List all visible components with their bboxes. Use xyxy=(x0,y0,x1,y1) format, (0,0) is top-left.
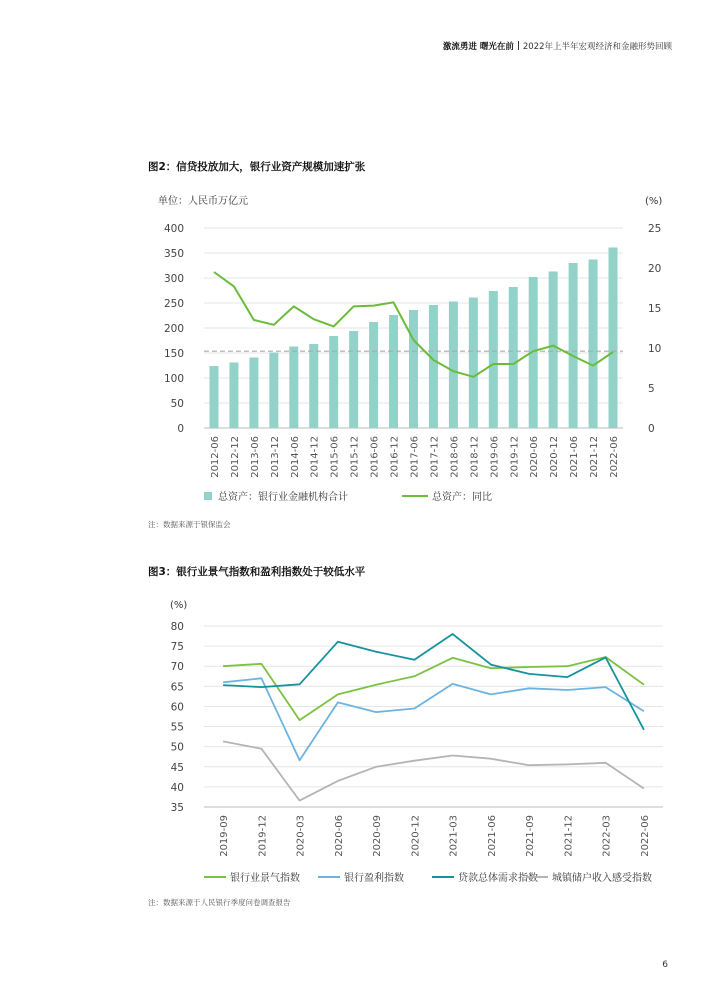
x-tick-label: 2020-06 xyxy=(529,436,541,478)
bar xyxy=(549,272,558,429)
y-tick-label: 150 xyxy=(163,348,184,360)
bar xyxy=(209,366,218,428)
x-tick-label: 2014-06 xyxy=(289,436,301,478)
y2-tick-label: 10 xyxy=(648,343,662,355)
figure2-note: 注：数据来源于银保监会 xyxy=(148,520,231,529)
x-tick-label: 2020-09 xyxy=(372,815,384,857)
bar xyxy=(569,263,578,428)
y-tick-label: 65 xyxy=(170,681,184,694)
legend-label-1: 银行盈利指数 xyxy=(344,873,404,884)
y-tick-label: 300 xyxy=(163,273,184,285)
x-tick-label: 2013-12 xyxy=(269,436,281,478)
y-tick-label: 400 xyxy=(163,223,184,235)
x-tick-label: 2019-12 xyxy=(257,815,269,857)
right-axis-label: (%) xyxy=(645,196,663,207)
x-tick-label: 2014-12 xyxy=(309,436,321,478)
bar xyxy=(309,344,318,428)
y2-tick-label: 20 xyxy=(648,263,662,275)
figure3-note: 注：数据来源于人民银行季度问卷调查报告 xyxy=(148,898,291,907)
x-tick-label: 2017-06 xyxy=(409,436,421,478)
x-tick-label: 2019-12 xyxy=(509,436,521,478)
header-title-rest: 2022年上半年宏观经济和金融形势回顾 xyxy=(522,42,672,52)
left-axis-label: 单位：人民币万亿元 xyxy=(158,196,248,207)
legend-label-bar: 总资产：银行业金融机构合计 xyxy=(218,492,348,503)
bar xyxy=(509,287,518,428)
x-tick-label: 2020-12 xyxy=(410,815,422,857)
legend-label-line: 总资产：同比 xyxy=(432,492,492,503)
y-tick-label: 350 xyxy=(163,248,184,260)
bar xyxy=(589,260,598,429)
y2-tick-label: 15 xyxy=(648,303,662,315)
x-tick-label: 2018-06 xyxy=(449,436,461,478)
page-number: 6 xyxy=(662,960,668,970)
x-tick-label: 2019-09 xyxy=(219,815,231,857)
bar xyxy=(329,336,338,428)
y-tick-label: 75 xyxy=(170,641,184,654)
series-line-1 xyxy=(223,678,644,760)
x-tick-label: 2021-12 xyxy=(563,815,575,857)
page-header xyxy=(443,40,672,52)
header-separator xyxy=(518,41,519,50)
x-tick-label: 2020-06 xyxy=(333,815,345,857)
bar xyxy=(349,331,358,428)
legend-label-3: 城镇储户收入感受指数 xyxy=(552,873,652,884)
y-tick-label: 80 xyxy=(170,621,184,633)
y-axis-label: (%) xyxy=(170,600,188,611)
x-tick-label: 2020-03 xyxy=(295,815,307,857)
y-tick-label: 50 xyxy=(170,741,184,754)
y-tick-label: 60 xyxy=(170,701,184,714)
bar xyxy=(449,302,458,429)
x-tick-label: 2021-03 xyxy=(448,815,460,857)
bar xyxy=(469,298,478,429)
bar xyxy=(289,347,298,429)
x-tick-label: 2019-06 xyxy=(489,436,501,478)
y-tick-label: 50 xyxy=(170,398,184,410)
y2-tick-label: 5 xyxy=(648,383,655,395)
figure2-chart xyxy=(140,185,680,520)
legend-label-0: 银行业景气指数 xyxy=(230,873,300,884)
x-tick-label: 2012-06 xyxy=(209,436,221,478)
x-tick-label: 2017-12 xyxy=(429,436,441,478)
figure3-title: 图3：银行业景气指数和盈利指数处于较低水平 xyxy=(148,566,366,578)
x-tick-label: 2015-06 xyxy=(329,436,341,478)
bar xyxy=(609,248,618,429)
x-tick-label: 2012-12 xyxy=(229,436,241,478)
y-tick-label: 35 xyxy=(170,802,184,814)
bar xyxy=(229,363,238,429)
x-tick-label: 2022-03 xyxy=(601,815,613,857)
x-tick-label: 2015-12 xyxy=(349,436,361,478)
x-tick-label: 2013-06 xyxy=(249,436,261,478)
bar xyxy=(369,322,378,428)
bar xyxy=(489,291,498,428)
y-tick-label: 55 xyxy=(170,721,184,734)
y2-tick-label: 0 xyxy=(648,423,655,435)
series-line-3 xyxy=(223,741,644,800)
figure2-title: 图2：信贷投放加大，银行业资产规模加速扩张 xyxy=(148,161,366,173)
y-tick-label: 100 xyxy=(163,373,184,385)
x-tick-label: 2021-12 xyxy=(589,436,601,478)
series-line-2 xyxy=(223,634,644,730)
x-tick-label: 2016-12 xyxy=(389,436,401,478)
y-tick-label: 40 xyxy=(170,781,184,794)
x-tick-label: 2018-12 xyxy=(469,436,481,478)
legend-swatch-bar xyxy=(204,492,212,500)
bar xyxy=(409,310,418,428)
y-tick-label: 200 xyxy=(163,323,184,335)
x-tick-label: 2021-06 xyxy=(569,436,581,478)
x-tick-label: 2016-06 xyxy=(369,436,381,478)
legend-label-2: 贷款总体需求指数 xyxy=(458,873,538,884)
y2-tick-label: 25 xyxy=(648,223,662,235)
bar xyxy=(429,305,438,428)
x-tick-label: 2021-09 xyxy=(525,815,537,857)
figure3-chart xyxy=(140,590,680,895)
bar xyxy=(249,358,258,429)
y-tick-label: 250 xyxy=(163,298,184,310)
x-tick-label: 2022-06 xyxy=(609,436,621,478)
x-tick-label: 2021-06 xyxy=(486,815,498,857)
bar xyxy=(269,353,278,429)
x-tick-label: 2022-06 xyxy=(639,815,651,857)
y-tick-label: 0 xyxy=(177,423,184,435)
y-tick-label: 70 xyxy=(170,661,184,674)
y-tick-label: 45 xyxy=(170,761,184,774)
x-tick-label: 2020-12 xyxy=(549,436,561,478)
header-title-bold: 激流勇进 曙光在前 xyxy=(442,42,514,52)
bar xyxy=(389,315,398,428)
